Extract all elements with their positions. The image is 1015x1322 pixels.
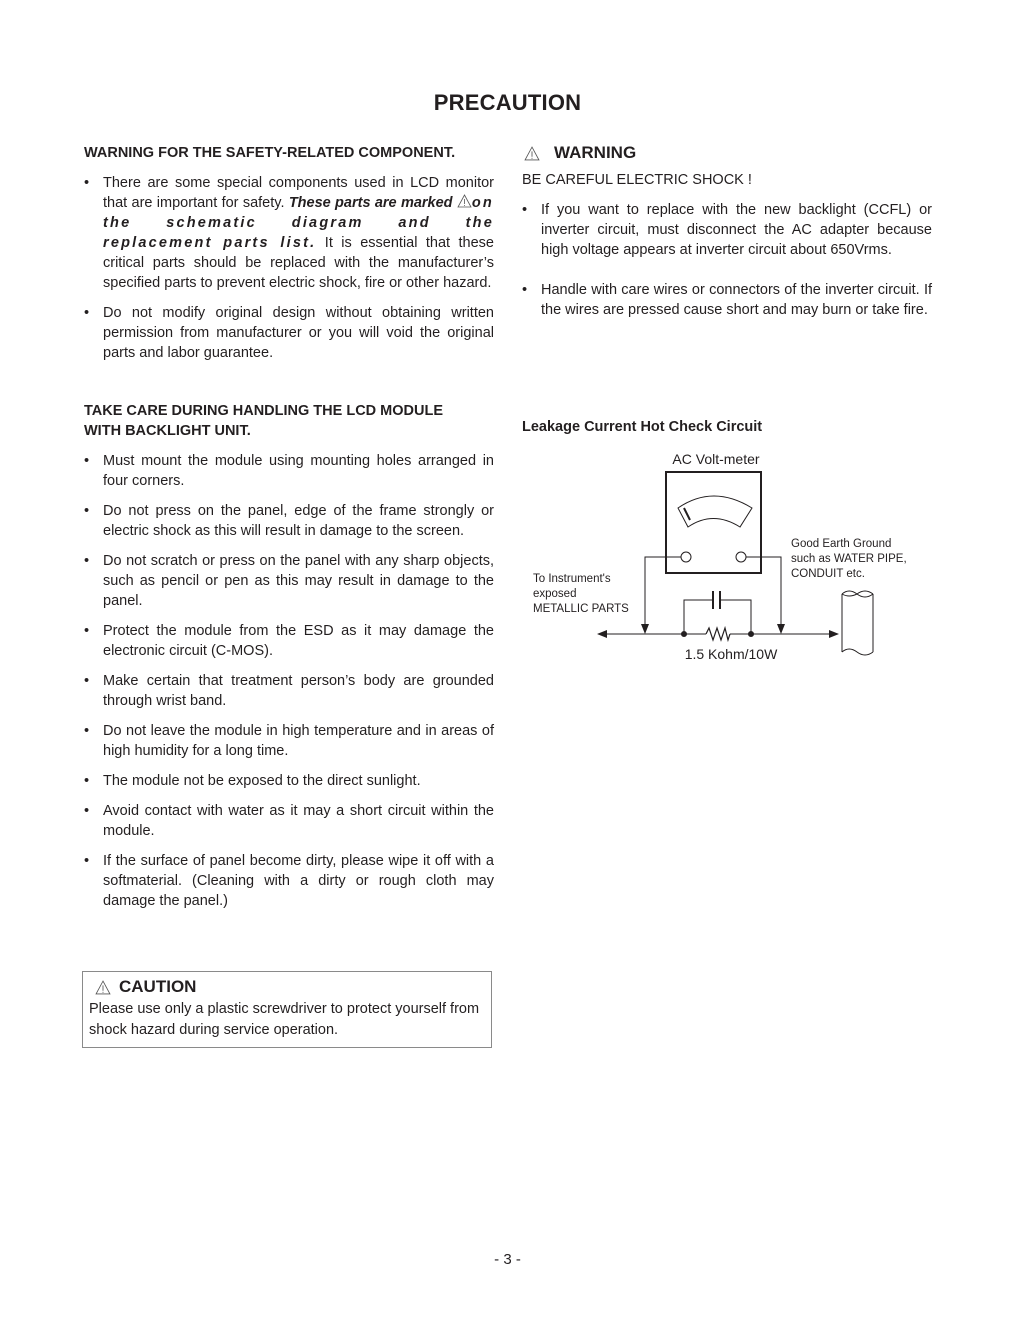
list-item: • Must mount the module using mounting holes arranged in four corners. bbox=[84, 453, 494, 489]
warning-triangle-icon bbox=[524, 146, 540, 161]
meter-label: AC Volt-meter bbox=[672, 451, 760, 467]
meter-needle-icon bbox=[684, 508, 690, 520]
warning-triangle-icon bbox=[95, 980, 111, 995]
list-item: • If the surface of panel become dirty, please wipe it off with a softmaterial. (Cleaning with a dirty or rough cloth may damage the panel.) bbox=[84, 853, 494, 909]
list-item: • Make certain that treatment person’s body are grounded through wrist band. bbox=[84, 673, 494, 709]
diagram-heading: Leakage Current Hot Check Circuit bbox=[522, 419, 763, 435]
list-item: • If you want to replace with the new backlight (CCFL) or inverter circuit, must disconnect the AC adapter because high voltage appears at inverter circuit about 650Vrms. bbox=[522, 202, 932, 258]
list-item: • Handle with care wires or connectors of the inverter circuit. If the wires are pressed cause short and may burn or take fire. bbox=[522, 282, 932, 318]
safety-component-list bbox=[84, 173, 494, 363]
meter-dial-icon bbox=[678, 496, 752, 527]
right-column bbox=[522, 143, 932, 330]
water-pipe-icon bbox=[842, 591, 873, 655]
ac-voltmeter-box bbox=[666, 472, 761, 573]
leakage-current-circuit-diagram bbox=[522, 440, 942, 670]
earth-ground-label: Good Earth Ground such as WATER PIPE, CONDUIT etc. bbox=[791, 538, 907, 580]
circuit-schematic bbox=[522, 440, 942, 670]
warning-list bbox=[522, 200, 932, 320]
caution-heading: CAUTION bbox=[95, 975, 485, 999]
warning-triangle-icon bbox=[457, 194, 472, 208]
list-item: • Avoid contact with water as it may a short circuit within the module. bbox=[84, 803, 494, 839]
list-item: • Do not leave the module in high temperature and in areas of high humidity for a long time. bbox=[84, 723, 494, 759]
safety-component-heading: WARNING FOR THE SAFETY-RELATED COMPONENT. bbox=[84, 145, 456, 161]
list-item: • Do not scratch or press on the panel with any sharp objects, such as pencil or pen as this may result in damage to the panel. bbox=[84, 553, 494, 609]
lcd-handling-heading: TAKE CARE DURING HANDLING THE LCD MODULE WITH BACKLIGHT UNIT. bbox=[84, 403, 443, 439]
meter-terminal-right bbox=[736, 552, 746, 562]
lcd-handling-list bbox=[84, 451, 494, 911]
warning-subheading: BE CAREFUL ELECTRIC SHOCK ! bbox=[522, 172, 752, 188]
warning-heading: WARNING bbox=[524, 143, 932, 163]
caution-box bbox=[82, 971, 492, 1048]
instrument-label: To Instrument's exposed METALLIC PARTS bbox=[533, 573, 629, 615]
bullet-marker: • bbox=[84, 175, 90, 191]
page-number: - 3 - bbox=[494, 1251, 521, 1268]
caution-text: Please use only a plastic screwdriver to protect yourself from shock hazard during service operation. bbox=[89, 1001, 480, 1038]
page-title: PRECAUTION bbox=[433, 90, 582, 115]
left-column bbox=[84, 143, 494, 921]
list-item: • Protect the module from the ESD as it may damage the electronic circuit (C-MOS). bbox=[84, 623, 494, 659]
resistor-label: 1.5 Kohm/10W bbox=[684, 646, 778, 662]
resistor-icon bbox=[706, 628, 730, 640]
meter-terminal-left bbox=[681, 552, 691, 562]
list-item: • Do not modify original design without obtaining written permission from manufacturer or you will void the original parts and labor guarantee. bbox=[84, 305, 494, 361]
list-item: • The module not be exposed to the direct sunlight. bbox=[84, 773, 421, 789]
list-item: • There are some special components used in LCD monitor that are important for safety. These parts are marked on the schematic diagram and the replacement parts list. It is essential that these critical parts should be replaced with the manufacturer’s specified parts to prevent electric shock, fire or other hazard. bbox=[84, 175, 494, 291]
list-item: • Do not press on the panel, edge of the frame strongly or electric shock as this will result in damage to the screen. bbox=[84, 503, 494, 539]
